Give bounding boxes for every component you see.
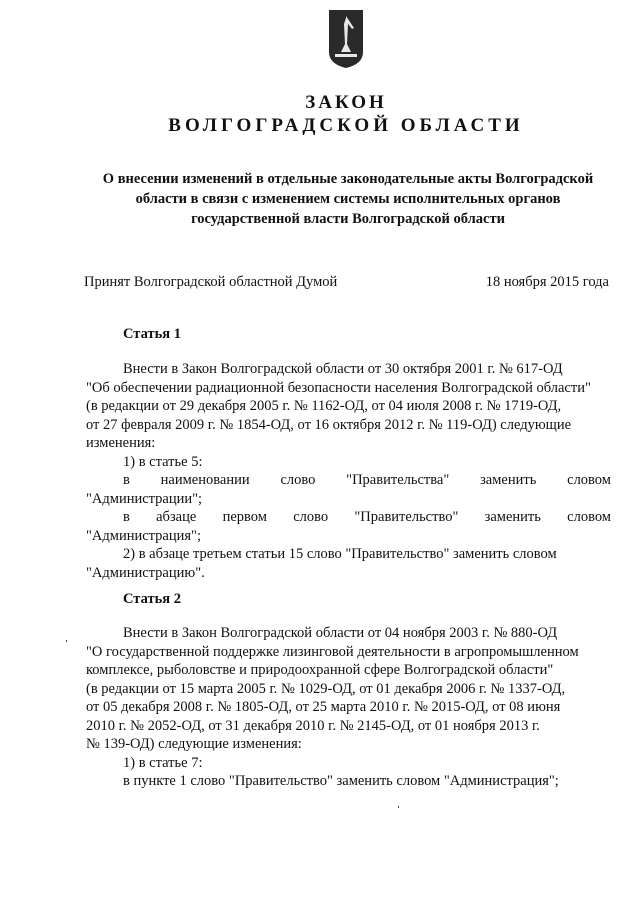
word: в	[123, 472, 130, 488]
text-line: "Администрация";	[86, 527, 201, 544]
text-line: № 139-ОД) следующие изменения:	[86, 736, 302, 752]
law-subtitle	[84, 169, 612, 229]
text-line: комплексе, рыболовстве и природоохранной сфере Волгоградской области"	[86, 662, 554, 678]
word: заменить	[480, 472, 537, 488]
subtitle-line: области в связи с изменением системы исполнительных органов	[135, 191, 561, 207]
scan-speck	[398, 806, 399, 808]
list-subitem	[86, 471, 611, 490]
adoption-date: 18 ноября 2015 года	[485, 274, 609, 290]
word: заменить	[484, 509, 541, 525]
article-2-heading: Статья 2	[123, 591, 181, 607]
adoption-line	[84, 274, 609, 291]
text-line: "Об обеспечении радиационной безопасности населения Волгоградской области"	[86, 379, 591, 396]
word: "Правительство"	[354, 509, 459, 525]
text-line: Внести в Закон Волгоградской области от 30 октября 2001 г. № 617-ОД	[123, 361, 563, 377]
word: словом	[567, 472, 611, 488]
word: наименовании	[160, 472, 250, 488]
word: "Правительства"	[346, 472, 450, 488]
text-line: (в редакции от 15 марта 2005 г. № 1029-ОД, от 01 декабря 2006 г. № 1337-ОД,	[86, 680, 566, 697]
word: первом	[222, 509, 267, 525]
list-subitem	[86, 508, 611, 527]
article-2-body	[86, 624, 611, 791]
text-line: от 27 февраля 2009 г. № 1854-ОД, от 16 октября 2012 г. № 119-ОД) следующие	[86, 416, 572, 433]
text-line: (в редакции от 29 декабря 2005 г. № 1162-ОД, от 04 июля 2008 г. № 1719-ОД,	[86, 398, 562, 414]
article-1-body	[86, 360, 611, 582]
list-subitem: в пункте 1 слово "Правительство" заменить словом "Администрация";	[123, 773, 559, 789]
scan-speck	[66, 640, 67, 642]
text-line: Внести в Закон Волгоградской области от 04 ноября 2003 г. № 880-ОД	[123, 625, 558, 641]
article-1-heading: Статья 1	[123, 326, 181, 342]
text-line: "Администрации";	[86, 490, 203, 507]
region-title: ВОЛГОГРАДСКОЙ ОБЛАСТИ	[168, 115, 524, 136]
law-title: ЗАКОН	[305, 92, 387, 113]
word: слово	[280, 472, 316, 488]
adoption-text: Принят Волгоградской областной Думой	[84, 274, 338, 290]
subtitle-line: государственной власти Волгоградской области	[191, 211, 505, 227]
text-line: "Администрацию".	[86, 564, 205, 581]
word: абзаце	[156, 509, 197, 525]
text-line: 2010 г. № 2052-ОД, от 31 декабря 2010 г. № 2145-ОД, от 01 ноября 2013 г.	[86, 717, 540, 734]
word: в	[123, 509, 130, 525]
word: слово	[293, 509, 329, 525]
text-line: изменения:	[86, 435, 156, 451]
list-item: 1) в статье 5:	[123, 453, 203, 470]
subtitle-line: О внесении изменений в отдельные законодательные акты Волгоградской	[102, 171, 594, 187]
word: словом	[567, 509, 611, 525]
text-line: "О государственной поддержке лизинговой деятельности в агропромышленном	[86, 643, 579, 660]
text-line: от 05 декабря 2008 г. № 1805-ОД, от 25 марта 2010 г. № 2015-ОД, от 08 июня	[86, 699, 561, 715]
list-item: 1) в статье 7:	[123, 754, 203, 771]
volgograd-coat-of-arms-icon	[327, 8, 365, 70]
list-item: 2) в абзаце третьем статьи 15 слово "Правительство" заменить словом	[123, 546, 557, 562]
